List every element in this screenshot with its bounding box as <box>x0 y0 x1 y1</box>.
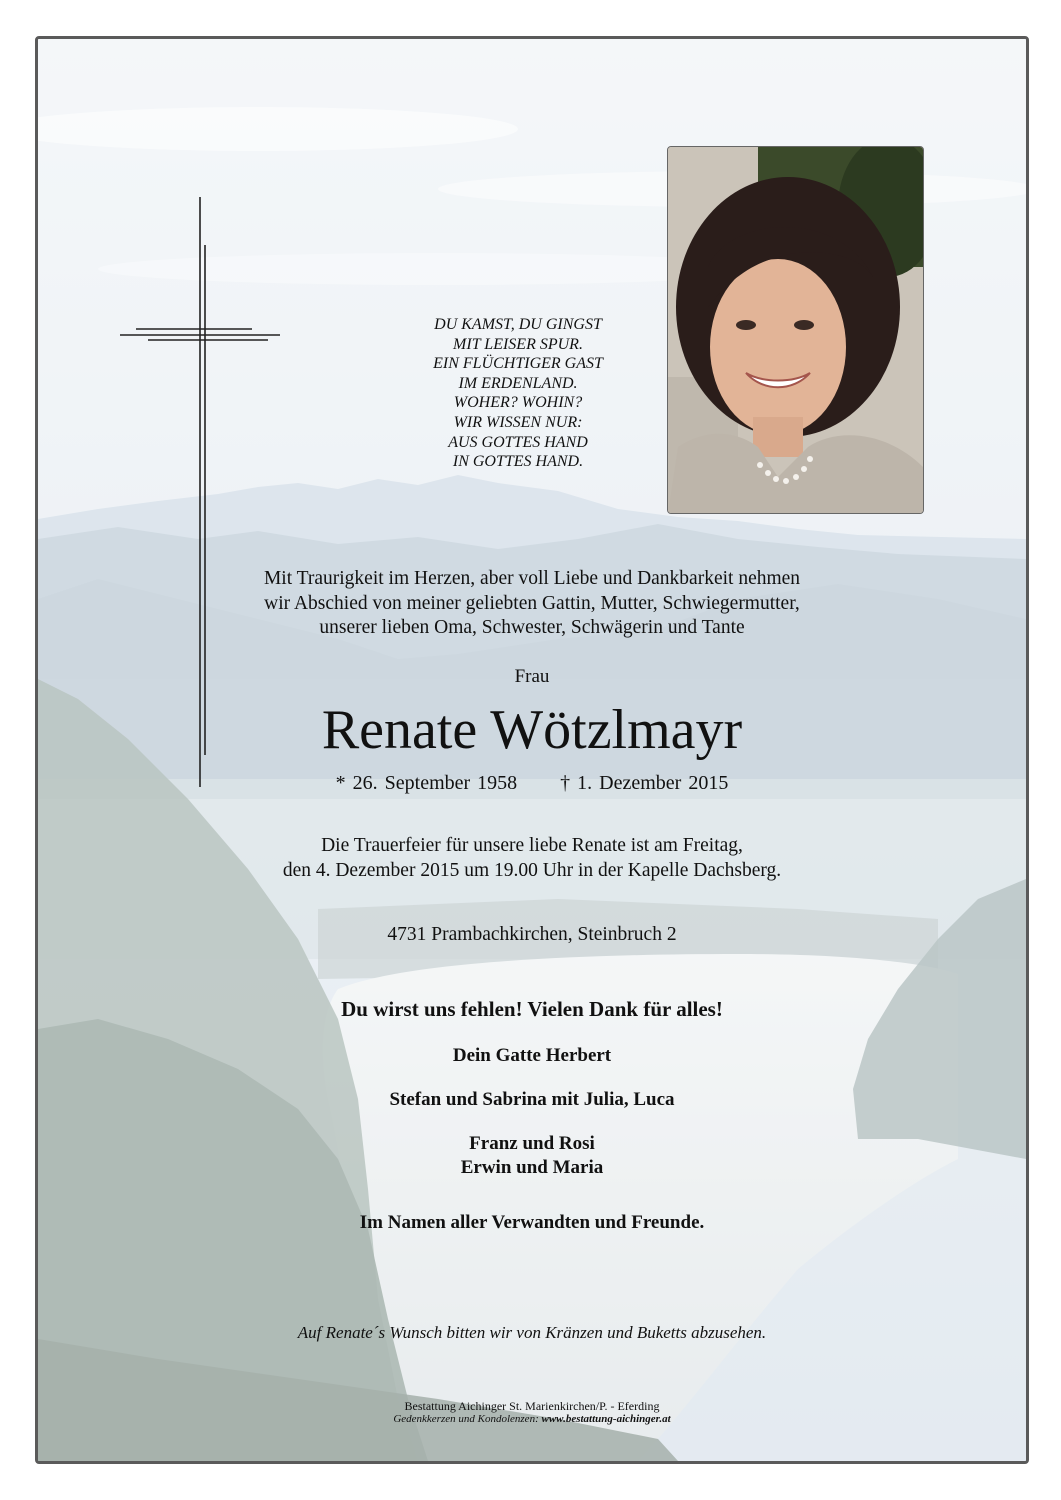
mourner-children: Stefan und Sabrina mit Julia, Luca <box>389 1089 675 1110</box>
intro-line: unserer lieben Oma, Schwester, Schwägerin und Tante <box>319 617 745 638</box>
poem-line: WIR WISSEN NUR: <box>453 413 583 431</box>
wreath-notice: Auf Renate´s Wunsch bitten wir von Kränzen und Buketts abzusehen. <box>297 1323 767 1342</box>
death-date: † 1. Dezember 2015 <box>560 772 729 794</box>
contact-url-link[interactable]: www.bestattung-aichinger.at <box>541 1413 671 1425</box>
intro-line: Mit Traurigkeit im Herzen, aber voll Liebe und Dankbarkeit nehmen <box>263 568 801 589</box>
intro-paragraph <box>38 567 1026 641</box>
poem-line: WOHER? WOHIN? <box>453 394 583 412</box>
farewell-message: Du wirst uns fehlen! Vielen Dank für alles! <box>341 997 723 1021</box>
poem-line: MIT LEISER SPUR. <box>453 335 583 353</box>
mourner-relatives: Im Namen aller Verwandten und Freunde. <box>359 1212 705 1233</box>
funeral-line: Die Trauerfeier für unsere liebe Renate ist am Freitag, <box>321 835 743 856</box>
obituary-card <box>35 36 1029 1464</box>
undertaker-name: Bestattung Aichinger St. Marienkirchen/P. - Eferding <box>404 1399 660 1413</box>
intro-line: wir Abschied von meiner geliebten Gattin, Mutter, Schwiegermutter, <box>264 592 800 614</box>
poem-line: DU KAMST, DU GINGST <box>434 316 602 333</box>
salutation: Frau <box>514 666 550 687</box>
memorial-poem <box>368 315 668 472</box>
contact-label: Gedenkkerzen und Kondolenzen: <box>393 1413 539 1425</box>
condolence-contact <box>38 1413 1026 1425</box>
deceased-name: Renate Wötzlmayr <box>321 699 743 761</box>
portrait-photo <box>667 146 924 514</box>
funeral-line: den 4. Dezember 2015 um 19.00 Uhr in der Kapelle Dachsberg. <box>282 859 782 881</box>
poem-line: IM ERDENLAND. <box>458 374 578 392</box>
sibling-line: Erwin und Maria <box>460 1157 604 1178</box>
life-dates <box>38 772 1026 795</box>
birth-date: * 26. September 1958 <box>335 772 518 794</box>
mourner-spouse: Dein Gatte Herbert <box>452 1045 612 1066</box>
funeral-info <box>38 834 1026 883</box>
family-address: 4731 Prambachkirchen, Steinbruch 2 <box>387 924 677 945</box>
mourner-siblings <box>38 1132 1026 1180</box>
sibling-line: Franz und Rosi <box>469 1133 595 1154</box>
poem-line: AUS GOTTES HAND <box>448 433 588 451</box>
poem-line: EIN FLÜCHTIGER GAST <box>433 355 603 373</box>
poem-line: IN GOTTES HAND. <box>452 453 584 471</box>
